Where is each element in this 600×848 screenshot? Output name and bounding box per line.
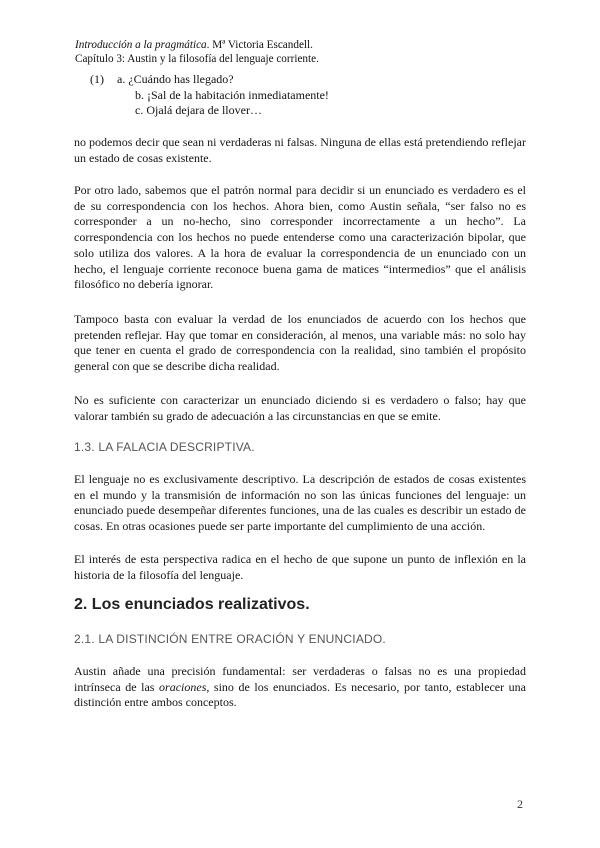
example-number: (1)	[90, 72, 104, 86]
example-item-text: c. Ojalá dejara de llover…	[135, 103, 262, 117]
paragraph: Austin añade una precisión fundamental: ser verdaderas o falsas no es una propiedad intrínseca de las oraciones, sino de los enunciados. Es necesario, por tanto, establecer una distinción entre ambos conceptos.	[74, 664, 526, 710]
paragraph: no podemos decir que sean ni verdaderas ni falsas. Ninguna de ellas está pretendiendo reflejar un estado de cosas existente.	[74, 135, 526, 165]
example-block	[90, 72, 329, 119]
section-heading-1-3: 1.3. LA FALACIA DESCRIPTIVA.	[74, 440, 255, 454]
example-item-c	[90, 103, 329, 119]
paragraph: El lenguaje no es exclusivamente descriptivo. La descripción de estados de cosas existentes en el mundo y la transmisión de información no son las únicas funciones del lenguaje: un enunciado puede desempeñar diferentes funciones, una de las cuales es describir un estado de cosas. En otras ocasiones puede ser parte importante del cumplimiento de una acción.	[74, 472, 526, 534]
paragraph: El interés de esta perspectiva radica en el hecho de que supone un punto de inflexión en la historia de la filosofía del lenguaje.	[74, 552, 526, 582]
author: . Mª Victoria Escandell.	[206, 39, 313, 51]
paragraph: Tampoco basta con evaluar la verdad de los enunciados de acuerdo con los hechos que pretenden reflejar. Hay que tomar en consideración, al menos, una variable más: no solo hay que tener en cuenta el grado de correspondencia con la realidad, sino también el propósito general con que se describe dicha realidad.	[74, 312, 526, 374]
section-heading-2-1: 2.1. LA DISTINCIÓN ENTRE ORACIÓN Y ENUNCIADO.	[74, 632, 386, 646]
example-item-a	[90, 72, 329, 88]
paragraph: No es suficiente con caracterizar un enunciado diciendo si es verdadero o falso; hay que valorar también su grado de adecuación a las circunstancias en que se emite.	[74, 393, 526, 423]
italic-term: oraciones	[159, 679, 207, 694]
paragraph: Por otro lado, sabemos que el patrón normal para decidir si un enunciado es verdadero es el de su correspondencia con los hechos. Ahora bien, como Austin señala, “ser falso no es corresponder a un no-hecho, sino corresponder incorrectamente a un hecho”. La correspondencia con los hechos no puede entenderse como una caracterización bipolar, que solo utiliza dos valores. A la hora de evaluar la correspondencia de un enunciado con un hecho, el lenguaje corriente reconoce buena gama de matices “intermedios” que el análisis filosófico no debería ignorar.	[74, 183, 526, 292]
example-item-b	[90, 88, 329, 104]
running-header-chapter: Capítulo 3: Austin y la filosofía del lenguaje corriente.	[75, 53, 319, 65]
chapter-heading-2: 2. Los enunciados realizativos.	[74, 596, 310, 613]
book-title: Introducción a la pragmática	[75, 39, 207, 51]
page-number: 2	[517, 797, 523, 811]
example-item-text: b. ¡Sal de la habitación inmediatamente!	[135, 87, 329, 102]
running-header-title	[75, 38, 313, 52]
example-item-text: a. ¿Cuándo has llegado?	[117, 72, 234, 86]
